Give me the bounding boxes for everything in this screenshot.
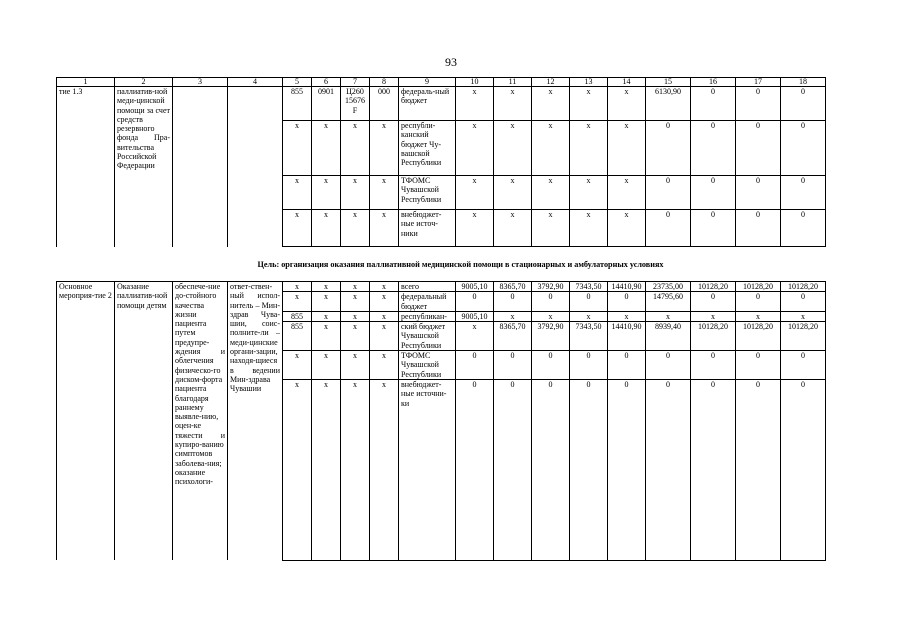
value-cell: 0 — [691, 210, 736, 247]
header-cell: 9 — [399, 78, 456, 87]
table-cell: 855 — [283, 311, 312, 321]
value-cell: x — [570, 210, 608, 247]
value-cell: 0 — [532, 351, 570, 380]
value-cell: 0 — [736, 379, 781, 560]
value-cell: 14410,90 — [608, 282, 646, 292]
table-block-1 — [56, 77, 826, 247]
value-cell: x — [532, 176, 570, 210]
table-cell: x — [283, 282, 312, 292]
header-cell: 17 — [736, 78, 781, 87]
table-cell: x — [283, 121, 312, 176]
value-cell: x — [456, 121, 494, 176]
header-cell: 7 — [341, 78, 370, 87]
value-cell: 3792,90 — [532, 282, 570, 292]
table-cell: 855 — [283, 87, 312, 121]
value-cell: 0 — [781, 210, 826, 247]
value-cell: 0 — [781, 292, 826, 312]
value-cell: 0 — [646, 176, 691, 210]
table-cell: x — [312, 351, 341, 380]
measure-code-cell: тие 1.3 — [57, 87, 115, 247]
value-cell: 0 — [736, 121, 781, 176]
table-cell: 000 — [370, 87, 399, 121]
value-cell: 14410,90 — [608, 322, 646, 351]
table-block-2 — [56, 281, 826, 561]
value-cell: 0 — [736, 176, 781, 210]
table-cell: x — [312, 210, 341, 247]
header-row — [57, 78, 826, 87]
value-cell: x — [608, 121, 646, 176]
header-cell: 3 — [173, 78, 228, 87]
source-cell: внебюджет-ные источни-ки — [399, 379, 456, 560]
value-cell: 7343,50 — [570, 282, 608, 292]
value-cell: 10128,20 — [736, 282, 781, 292]
value-cell: x — [646, 311, 691, 321]
value-cell: 8365,70 — [494, 282, 532, 292]
table-cell: x — [312, 379, 341, 560]
table-cell: x — [341, 282, 370, 292]
table-cell: x — [283, 292, 312, 312]
value-cell: 0 — [456, 292, 494, 312]
header-cell: 13 — [570, 78, 608, 87]
value-cell: x — [456, 176, 494, 210]
table-cell: x — [370, 282, 399, 292]
value-cell: 0 — [781, 87, 826, 121]
header-cell: 14 — [608, 78, 646, 87]
table-cell: x — [370, 379, 399, 560]
table-cell: x — [283, 379, 312, 560]
header-cell: 11 — [494, 78, 532, 87]
table-cell: x — [312, 322, 341, 351]
value-cell: x — [736, 311, 781, 321]
table-cell: x — [312, 176, 341, 210]
measure-code-cell: Основное мероприя-тие 2 — [57, 282, 115, 561]
value-cell: x — [532, 87, 570, 121]
value-cell: 9005,10 — [456, 311, 494, 321]
table-cell: x — [341, 210, 370, 247]
table-cell: x — [341, 121, 370, 176]
value-cell: 0 — [646, 379, 691, 560]
value-cell: x — [494, 176, 532, 210]
table-cell: x — [341, 311, 370, 321]
goal-cell: обеспече-ние до-стойного качества жизни пациента путем предупре-ждения и облегчения физическо-го диском-форта пациента благодаря раннему выявле-нию, оцен-ке тяжести и купиро-ванию симптомов заболева-ния; оказание психологи- — [173, 282, 228, 561]
value-cell: 0 — [608, 379, 646, 560]
source-cell: ТФОМС Чувашской Республики — [399, 176, 456, 210]
value-cell: 0 — [736, 292, 781, 312]
value-cell: x — [691, 311, 736, 321]
value-cell: 0 — [691, 351, 736, 380]
value-cell: x — [494, 210, 532, 247]
executor-cell: ответ-ствен-ный испол-нитель – Мин-здрав Чува-шии, соис-полните-ли – меди-цинские органи-зации, находя-щиеся в ведении Мин-здрава Чувашии — [228, 282, 283, 561]
measure-name-cell: Оказание паллиатив-ной помощи детям — [115, 282, 173, 561]
value-cell: x — [494, 121, 532, 176]
value-cell: 0 — [646, 121, 691, 176]
source-cell: федеральный бюджет — [399, 292, 456, 312]
table-cell: x — [341, 176, 370, 210]
source-cell: ский бюджет Чувашской Республики — [399, 322, 456, 351]
value-cell: 0 — [781, 121, 826, 176]
value-cell: 0 — [736, 87, 781, 121]
value-cell: 6130,90 — [646, 87, 691, 121]
table-cell: x — [312, 311, 341, 321]
source-cell: республи-канский бюджет Чу-вашской Республики — [399, 121, 456, 176]
table-cell: x — [370, 292, 399, 312]
value-cell: 0 — [570, 351, 608, 380]
table-row — [57, 87, 826, 121]
source-cell: ТФОМС Чувашской Республики — [399, 351, 456, 380]
value-cell: x — [532, 311, 570, 321]
value-cell: 0 — [570, 379, 608, 560]
header-cell: 10 — [456, 78, 494, 87]
value-cell: 0 — [781, 176, 826, 210]
measure-name-cell: паллиатив-ной меди-цинской помощи за счет средств резервного фонда Пра-вительства Российской Федерации — [115, 87, 173, 247]
table-cell: x — [341, 379, 370, 560]
value-cell: x — [781, 311, 826, 321]
value-cell: 0 — [691, 176, 736, 210]
value-cell: 0 — [736, 351, 781, 380]
value-cell: x — [608, 87, 646, 121]
value-cell: 0 — [691, 121, 736, 176]
header-cell: 4 — [228, 78, 283, 87]
value-cell: 0 — [691, 379, 736, 560]
value-cell: x — [608, 311, 646, 321]
table-cell: 855 — [283, 322, 312, 351]
value-cell: 3792,90 — [532, 322, 570, 351]
table-cell: x — [283, 351, 312, 380]
value-cell: 0 — [608, 351, 646, 380]
table-cell: x — [341, 322, 370, 351]
goal-heading: Цель: организация оказания паллиативной медицинской помощи в стационарных и амбулаторных условиях — [257, 260, 664, 269]
value-cell: 0 — [691, 87, 736, 121]
value-cell: x — [608, 210, 646, 247]
source-cell: республикан- — [399, 311, 456, 321]
table-cell: x — [341, 351, 370, 380]
value-cell: 8365,70 — [494, 322, 532, 351]
header-cell: 16 — [691, 78, 736, 87]
value-cell: 0 — [532, 379, 570, 560]
table-cell: x — [370, 176, 399, 210]
empty-cell — [173, 87, 228, 247]
table-cell: x — [370, 121, 399, 176]
value-cell: 0 — [781, 379, 826, 560]
value-cell: 0 — [494, 379, 532, 560]
value-cell: 0 — [456, 351, 494, 380]
value-cell: 0 — [646, 210, 691, 247]
value-cell: 10128,20 — [691, 282, 736, 292]
header-cell: 12 — [532, 78, 570, 87]
table-cell: x — [370, 351, 399, 380]
table-cell: Ц260 15676 F — [341, 87, 370, 121]
value-cell: x — [456, 322, 494, 351]
header-cell: 5 — [283, 78, 312, 87]
value-cell: 0 — [608, 292, 646, 312]
value-cell: 14795,60 — [646, 292, 691, 312]
value-cell: 23735,00 — [646, 282, 691, 292]
value-cell: 10128,20 — [781, 322, 826, 351]
header-cell: 6 — [312, 78, 341, 87]
source-cell: внебюджет-ные источ-ники — [399, 210, 456, 247]
value-cell: 8939,40 — [646, 322, 691, 351]
value-cell: 0 — [532, 292, 570, 312]
value-cell: x — [570, 121, 608, 176]
value-cell: 0 — [691, 292, 736, 312]
value-cell: x — [494, 87, 532, 121]
table-cell: x — [312, 121, 341, 176]
value-cell: 0 — [494, 292, 532, 312]
source-cell: всего — [399, 282, 456, 292]
value-cell: 0 — [736, 210, 781, 247]
header-cell: 18 — [781, 78, 826, 87]
table-cell: 0901 — [312, 87, 341, 121]
value-cell: x — [494, 311, 532, 321]
value-cell: x — [532, 121, 570, 176]
value-cell: x — [532, 210, 570, 247]
value-cell: 10128,20 — [781, 282, 826, 292]
value-cell: 0 — [646, 351, 691, 380]
table-cell: x — [283, 176, 312, 210]
value-cell: 10128,20 — [691, 322, 736, 351]
table-row — [57, 282, 826, 292]
value-cell: 0 — [570, 292, 608, 312]
value-cell: 10128,20 — [736, 322, 781, 351]
table-cell: x — [312, 282, 341, 292]
table-cell: x — [370, 210, 399, 247]
value-cell: x — [456, 87, 494, 121]
header-cell: 15 — [646, 78, 691, 87]
value-cell: x — [456, 210, 494, 247]
value-cell: 0 — [456, 379, 494, 560]
table-cell: x — [283, 210, 312, 247]
value-cell: x — [570, 311, 608, 321]
header-cell: 8 — [370, 78, 399, 87]
header-cell: 2 — [115, 78, 173, 87]
value-cell: x — [570, 87, 608, 121]
source-cell: федераль-ный бюджет — [399, 87, 456, 121]
page-number: 93 — [445, 55, 457, 69]
header-cell: 1 — [57, 78, 115, 87]
table-cell: x — [370, 311, 399, 321]
value-cell: 7343,50 — [570, 322, 608, 351]
value-cell: x — [608, 176, 646, 210]
empty-cell — [228, 87, 283, 247]
value-cell: x — [570, 176, 608, 210]
value-cell: 0 — [781, 351, 826, 380]
table-cell: x — [312, 292, 341, 312]
table-cell: x — [370, 322, 399, 351]
value-cell: 0 — [494, 351, 532, 380]
value-cell: 9005,10 — [456, 282, 494, 292]
table-cell: x — [341, 292, 370, 312]
